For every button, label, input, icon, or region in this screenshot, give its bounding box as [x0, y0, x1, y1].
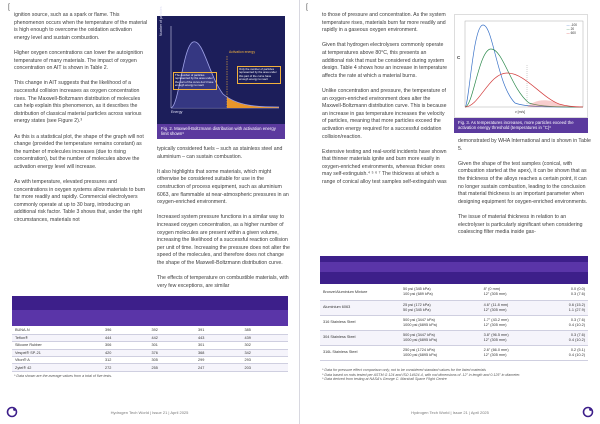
paragraph: As this is a statistical plot, the shape of the graph will not change (provided the temperature remains constant) as the number of molecules increases (due to rising concentration), but the number of molecules above the activation energy level will increase.	[14, 133, 144, 170]
value-cell: 2.6" (66.0 mm) 12" (305 mm)	[481, 345, 543, 360]
value-cell: 444	[102, 334, 149, 341]
value-cell: 255	[149, 364, 196, 371]
page-footer: Hydrogen Tech World | Issue 21 | April 2025	[110, 410, 189, 415]
value-cell: 439	[242, 334, 289, 341]
value-cell: 500 psi (3447 kPa) 1000 psi (6895 kPa)	[400, 330, 481, 345]
activation-energy-label: Activation energy	[229, 50, 256, 54]
paragraph: The issue of material thickness in relation to an electrolyser is particularly significant when considering coalescing filter media inside gas-	[458, 213, 583, 236]
value-cell: 443	[195, 334, 242, 341]
table-note: * Data for pressure effect comparison only, not to be considered standard values for the listed materials	[322, 368, 486, 372]
paragraph: Given the shape of the test samples (conical, with combustion started at the apex), it can be shown that as the thickness of the alloys reaches a certain point, it can no longer sustain combustion, leading to the conclusion that material thickness is an important parameter when designing equipment for oxygen-enriched environments.	[458, 160, 588, 205]
value-cell: 391	[195, 327, 242, 334]
table-row	[12, 334, 288, 341]
paragraph: It also highlights that some materials, which might otherwise be considered suitable for use in the construction of process equipment, such as aluminium 6063, are flammable at near-atmospheric pressures in an oxygen-enriched environment.	[157, 168, 289, 206]
table-row	[12, 327, 288, 334]
value-cell: 1.7" (43.2 mm) 12" (305 mm)	[481, 315, 543, 330]
table-note: * Data shown are the average values from a total of five tests.	[14, 374, 113, 378]
value-cell: 0.2 (5.1) 0.4 (10.2)	[543, 345, 588, 360]
value-cell: 247	[195, 364, 242, 371]
figure-temperature-distribution	[454, 14, 588, 118]
legend-entry: — 20	[566, 27, 575, 31]
right-column-1	[322, 12, 448, 194]
value-cell: 8" (0 mm) 12" (305 mm)	[481, 285, 543, 300]
value-cell: 385	[242, 327, 289, 334]
value-cell: 306	[102, 342, 149, 349]
figure-maxwell-boltzmann	[157, 6, 285, 132]
callout-left: The number of particles represented by the area under the part of the curve don't have enough energy to react	[173, 72, 217, 90]
table-row	[12, 342, 288, 349]
legend-entry: — 600	[566, 31, 576, 35]
left-column-2	[157, 146, 291, 298]
value-cell: 500 psi (3447 kPa) 1000 psi (6895 kPa)	[400, 315, 481, 330]
table-row	[320, 285, 588, 300]
value-cell: 396	[102, 327, 149, 334]
logo-icon	[582, 406, 594, 418]
value-cell: 4.6" (11.8 mm) 12" (305 mm)	[481, 300, 543, 315]
right-page	[300, 0, 600, 424]
material-cell: Aluminium 6063	[320, 300, 400, 315]
paragraph: The effects of temperature on combustible materials, with very few exceptions, are similar	[157, 275, 289, 289]
paragraph: Given that hydrogen electrolysers commonly operate at temperatures above 80°C, this presents an additional risk that must be considered during system design. Table 4 shows how an increase in temperature affects the rate at which a material burns.	[322, 42, 448, 79]
x-axis-label: v [m/s]	[515, 110, 525, 114]
value-cell: 0.3 (7.6) 0.4 (10.2)	[543, 315, 588, 330]
legend-entry: — -100	[566, 23, 577, 27]
material-cell: Viton® A	[12, 357, 102, 364]
page-footer: Hydrogen Tech World | Issue 21 | April 2025	[411, 410, 489, 415]
paragraph: Extensive testing and real-world incidents have shown that thinner materials ignite and burn more easily in oxygen-enriched environments, whereas thicker ones may self-extinguish.⁴ ⁵ ⁶ ⁷ The thickness at which a range of conical alloy test samples self-extinguish was	[322, 148, 447, 186]
material-cell: Vespel® SP-21	[12, 349, 102, 356]
material-cell: 304 Stainless Steel	[320, 330, 400, 345]
value-cell: 420	[102, 349, 149, 356]
table-row	[320, 315, 588, 330]
right-column-2	[458, 138, 592, 244]
table-ait	[12, 327, 288, 372]
value-cell: 293	[242, 357, 289, 364]
value-cell: 0.6 (15.2) 1.1 (27.9)	[543, 300, 588, 315]
value-cell: 3.8" (96.5 mm) 12" (305 mm)	[481, 330, 543, 345]
table-row	[12, 364, 288, 371]
value-cell: 442	[149, 334, 196, 341]
value-cell: 392	[149, 327, 196, 334]
x-axis-label: Energy	[171, 110, 183, 114]
material-cell: 316L Stainless Steel	[320, 345, 400, 360]
material-cell: BUNA-N	[12, 327, 102, 334]
y-axis-label: C	[457, 55, 461, 60]
table-row	[320, 330, 588, 345]
value-cell: 305	[149, 357, 196, 364]
value-cell: 301	[149, 342, 196, 349]
value-cell: 203	[242, 364, 289, 371]
value-cell: 376	[149, 349, 196, 356]
material-cell: Silicone Rubber	[12, 342, 102, 349]
material-cell: Teflon®	[12, 334, 102, 341]
value-cell: 0.0 (0.0) 0.3 (7.6)	[543, 285, 588, 300]
value-cell: 0.3 (7.6) 0.4 (10.2)	[543, 330, 588, 345]
value-cell: 50 psi (345 kPa) 100 psi (689 kPa)	[400, 285, 481, 300]
table-notes	[322, 368, 588, 382]
value-cell: 302	[242, 342, 289, 349]
table-subheader-band	[12, 310, 288, 326]
figure-caption: Fig. 2. Maxwell-Boltzmann distribution with activation energy limit shown³	[157, 124, 285, 139]
table-row	[320, 345, 588, 360]
table-note: * Data derived from testing at NASA's George C. Marshall Space Flight Centre	[322, 377, 447, 382]
paragraph: Higher oxygen concentrations can lower the autoignition temperature of many materials. The impact of oxygen concentration on AIT is shown in Table 2.	[14, 49, 143, 72]
paragraph: to those of pressure and concentration. As the system temperature rises, materials burn far more readily and rapidly in a gaseous oxygen environment.	[322, 12, 446, 34]
material-cell: Zytel® 42	[12, 364, 102, 371]
plot-legend	[567, 23, 577, 35]
paragraph: ignition source, such as a spark or flame. This phenomenon occurs when the temperature of the material is high enough to overcome the oxidation activation energy level and sustain combustion.	[14, 12, 148, 41]
paragraph: Increased system pressure functions in a similar way to increased oxygen concentration, as a higher number of oxygen molecules are present within a given volume, increasing the likelihood of a successful reaction collision per unit of time. Increasing the pressure does not alter the speed of the molecules, and therefore does not change the shape of the Maxwell-Boltzmann distribution curve.	[157, 214, 290, 266]
corner-bracket: [	[8, 4, 10, 11]
value-cell: 25 psi (172 kPa) 50 psi (345 kPa)	[400, 300, 481, 315]
table-row	[320, 300, 588, 315]
value-cell: 368	[195, 349, 242, 356]
figure-caption: Fig. 3. As temperatures increases, more particles exceed the activation energy threshold (temperatures in °C)³	[454, 118, 588, 133]
callout-right: Only the number of particles represented by the area under this part of the curve have enough energy to react	[237, 66, 281, 84]
value-cell: 301	[195, 342, 242, 349]
material-cell: Bronze/Aluminium Mixture	[320, 285, 400, 300]
value-cell: 342	[242, 349, 289, 356]
table-note: * Data based on rods tested per ASTM G 124 and ISO 14624-4, with rod dimensions of .12" in length and 0.125" in diameter.	[322, 372, 521, 377]
paragraph: demonstrated by WHA International and is shown in Table 5.	[458, 138, 591, 152]
material-cell: 316 Stainless Steel	[320, 315, 400, 330]
table-row	[12, 357, 288, 364]
table-subheader-band	[320, 262, 588, 272]
left-column-1	[14, 12, 148, 232]
value-cell: 272	[102, 364, 149, 371]
table-row	[12, 349, 288, 356]
paragraph: This change in AIT suggests that the likelihood of a successful collision increases as oxygen concentration rises. The Maxwell-Boltzmann distribution of molecules can help explain this phenomenon, as it describes the distribution of classical material particles across various energy states (see Figure 2).³	[14, 80, 142, 125]
corner-bracket: [	[306, 4, 308, 11]
paragraph: typically considered fuels – such as stainless steel and aluminium – can sustain combustion.	[157, 146, 283, 160]
paragraph: Unlike concentration and pressure, the temperature of an oxygen-enriched environment does alter the Maxwell-Boltzmann distribution curve. This is because an increase in gas temperature increases the velocity of particles, meaning that more particles exceed the activation energy required for a successful oxidation collision/reaction.	[322, 87, 447, 140]
y-axis-label: Number of particles	[159, 6, 163, 36]
paragraph: As with temperature, elevated pressures and concentrations in oxygen systems allow materials to burn far more readily and rapidly. Commercial electrolysers commonly operate at up to 30 barg, introducing an additional risk factor. Table 3 shows that, under the right circumstances, materials not	[14, 179, 146, 224]
value-cell: 299	[195, 357, 242, 364]
value-cell: 312	[102, 357, 149, 364]
value-cell: 250 psi (1724 kPa) 1000 psi (6895 kPa)	[400, 345, 481, 360]
table-flammability	[320, 285, 588, 361]
